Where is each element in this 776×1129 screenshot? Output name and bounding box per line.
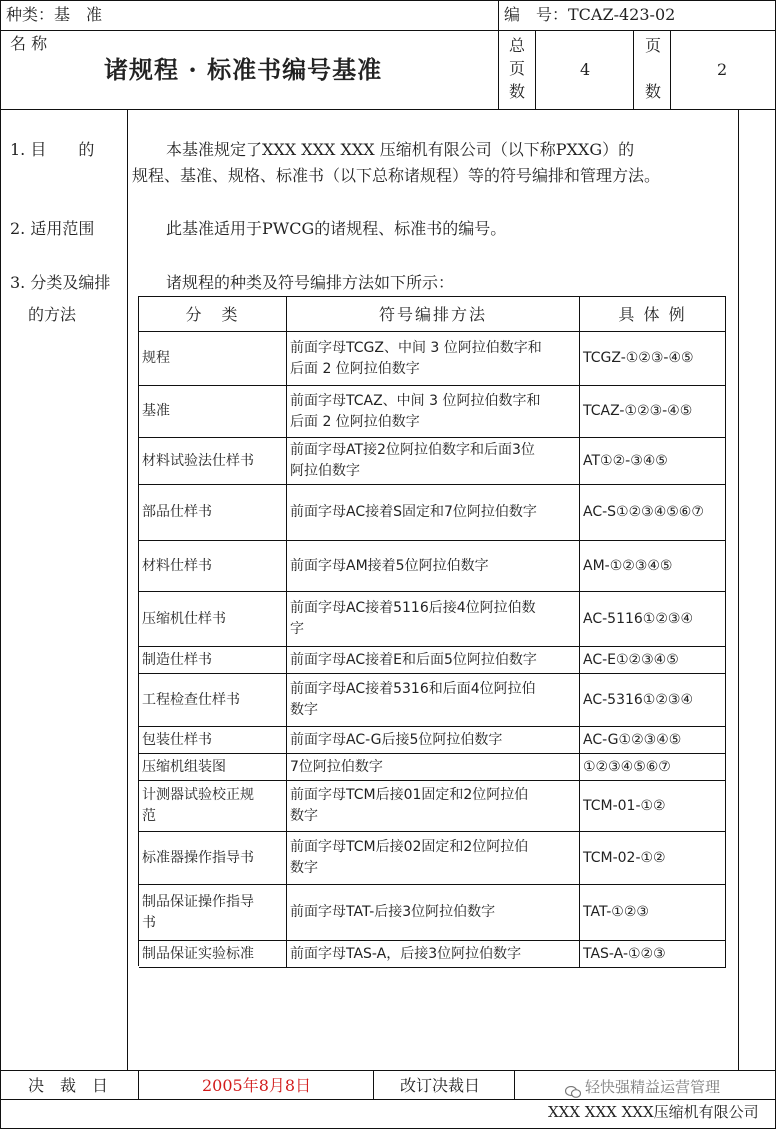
table-cell-category-text (142, 730, 212, 751)
table-cell-category (139, 754, 287, 781)
table-cell-category-line: 制品保证操作指导 (142, 893, 254, 910)
table-cell-category-text (142, 451, 254, 472)
table-cell-method-text (290, 391, 540, 433)
table-cell-category-text (142, 609, 226, 630)
table-cell-method-line: 前面字母TAT-后接3位阿拉伯数字 (290, 904, 496, 920)
table-cell-example-line: TAS-A-①②③ (583, 945, 666, 962)
table-header-category-text (185, 304, 239, 325)
document-number: 编 号：TCAZ-423-02 (504, 5, 676, 24)
table-cell-category-line: 材料仕样书 (142, 557, 212, 574)
total-pages-label-3: 数 (509, 82, 526, 101)
table-cell-example (580, 592, 726, 647)
table-cell-category (139, 674, 287, 727)
table-cell-example-text (583, 796, 666, 817)
table-cell-category-text (142, 757, 226, 778)
table-cell-example-text (583, 848, 666, 869)
category-label: 种类：基 准 (6, 5, 103, 24)
table-cell-method (287, 647, 580, 674)
table-cell-category-line: 标准器操作指导书 (142, 849, 254, 866)
table-cell-method-line: 前面字母AC接着S固定和7位阿拉伯数字 (290, 504, 537, 520)
table-cell-method-text (290, 556, 489, 577)
table-cell-method (287, 485, 580, 541)
table-cell-category-line: 计测器试验校正规 (142, 787, 254, 803)
table-cell-category-text (142, 348, 170, 369)
table-cell-category-text (142, 944, 254, 965)
table-header-example-text (618, 304, 686, 325)
table-cell-example-text (583, 902, 649, 923)
table-cell-method-line: 字 (290, 621, 304, 637)
table-cell-category (139, 832, 287, 885)
table-cell-example-text (583, 650, 679, 671)
table-cell-method-text (290, 598, 536, 640)
table-cell-method-line: 数字 (290, 860, 318, 876)
table-cell-category-line: 包装仕样书 (142, 731, 212, 748)
table-cell-method-text (290, 730, 502, 751)
table-cell-category-line: 压缩机仕样书 (142, 610, 226, 627)
table-cell-method-line: 前面字母TCAZ、中间 3 位阿拉伯数字和 (290, 392, 541, 409)
table-header-example (580, 297, 726, 332)
table-cell-category-line: 材料试验法仕样书 (142, 452, 254, 469)
table-cell-example-line: TCM-01-①② (583, 797, 666, 814)
page-label-divider (670, 30, 671, 109)
revision-date-label: 改订决裁日 (400, 1076, 481, 1095)
table-cell-example-line: TCAZ-①②③-④⑤ (583, 403, 693, 419)
table-cell-example-text (583, 556, 672, 577)
table-cell-method (287, 332, 580, 386)
table-cell-example-text (583, 502, 704, 523)
table-cell-category-text (142, 848, 254, 869)
total-pages-label-1: 总 (509, 36, 526, 55)
table-cell-category (139, 885, 287, 941)
table-cell-method-line: 前面字母AC-G后接5位阿拉伯数字 (290, 731, 503, 748)
table-cell-method (287, 885, 580, 941)
table-cell-method (287, 438, 580, 485)
table-cell-method-line: 前面字母TCGZ、中间 3 位阿拉伯数字和 (290, 339, 542, 356)
table-cell-category (139, 438, 287, 485)
table-cell-method-text (290, 338, 542, 380)
table-cell-method-line: 前面字母AC接着5316和后面4位阿拉伯 (290, 681, 536, 697)
table-header-category (139, 297, 287, 332)
table-cell-example-text (583, 401, 692, 422)
table-cell-category (139, 727, 287, 754)
total-pages-value: 4 (580, 60, 591, 79)
section-purpose-text-2: 规程、基准、规格、标准书（以下总称诸规程）等的符号编排和管理方法。 (132, 166, 661, 185)
page-value-divider (633, 30, 634, 109)
table-cell-method-text (290, 679, 536, 721)
page-value: 2 (717, 60, 728, 79)
table-cell-method (287, 592, 580, 647)
table-cell-category-line: 部品仕样书 (142, 504, 212, 520)
table-cell-category (139, 541, 287, 592)
table-cell-example-line: AC-G①②③④⑤ (583, 731, 682, 748)
table-cell-method-line: 前面字母AT接2位阿拉伯数字和后面3位 (290, 442, 535, 458)
body-left-divider (127, 109, 128, 1070)
table-cell-example (580, 541, 726, 592)
table-header-method (287, 297, 580, 332)
wechat-icon (565, 1083, 581, 1095)
table-cell-category-text (142, 785, 254, 827)
table-cell-category-text (142, 401, 170, 422)
table-cell-example-line: AC-5316①②③④ (583, 691, 693, 708)
table-cell-example (580, 885, 726, 941)
table-cell-method (287, 754, 580, 781)
table-cell-method-line: 7位阿拉伯数字 (290, 758, 383, 775)
table-cell-method-text (290, 440, 535, 482)
section-method-label-2: 的方法 (28, 305, 77, 324)
body-right-divider (738, 109, 739, 1070)
table-cell-method (287, 386, 580, 438)
table-cell-method-line: 前面字母AC接着E和后面5位阿拉伯数字 (290, 651, 537, 668)
table-cell-method-line: 前面字母AC接着5116后接4位阿拉伯数 (290, 600, 536, 616)
table-header-example-line: 具 体 例 (618, 304, 687, 324)
table-cell-example-line: ①②③④⑤⑥⑦ (583, 758, 671, 775)
table-cell-example (580, 674, 726, 727)
table-cell-example (580, 438, 726, 485)
footer-top-divider (0, 1070, 776, 1071)
footer-divider-1 (138, 1070, 139, 1099)
table-cell-category-line: 范 (142, 808, 156, 824)
table-cell-example (580, 647, 726, 674)
table-cell-example (580, 832, 726, 885)
table-header-method-line: 符号编排方法 (378, 304, 487, 324)
table-cell-method-line: 前面字母TCM后接01固定和2位阿拉伯 (290, 787, 529, 803)
table-cell-example-line: TCGZ-①②③-④⑤ (583, 350, 694, 366)
footer-mid-divider (0, 1099, 776, 1100)
table-cell-method (287, 941, 580, 968)
table-cell-example-text (583, 757, 671, 778)
table-cell-method-text (290, 650, 537, 671)
table-cell-category-text (142, 556, 212, 577)
table-cell-method-line: 后面 2 位阿拉伯数字 (290, 360, 420, 377)
total-pages-label-2: 页 (509, 59, 526, 78)
table-cell-category-line: 工程检查仕样书 (142, 691, 240, 708)
table-cell-example-text (583, 451, 668, 472)
table-cell-example-text (583, 944, 666, 965)
table-cell-method (287, 541, 580, 592)
table-cell-category-line: 制造仕样书 (142, 651, 212, 668)
table-cell-example-line: TCM-02-①② (583, 849, 666, 866)
decision-date-value: 2005年8月8日 (202, 1076, 312, 1095)
section-scope-text: 此基准适用于PWCG的诸规程、标准书的编号。 (166, 219, 507, 238)
table-cell-category-line: 制品保证实验标准 (142, 945, 254, 962)
table-cell-category (139, 592, 287, 647)
table-cell-example-text (583, 730, 681, 751)
section-purpose-label: 1. 目 的 (10, 140, 95, 159)
header-vertical-divider (498, 0, 499, 109)
section-purpose-text-1: 本基准规定了XXX XXX XXX 压缩机有限公司（以下称PXXG）的 (166, 140, 635, 159)
table-cell-category-line: 压缩机组装图 (142, 758, 226, 775)
table-cell-category-text (142, 690, 240, 711)
table-header-method-text (379, 304, 487, 325)
table-cell-category-line: 规程 (142, 350, 170, 366)
table-cell-example-text (583, 609, 693, 630)
table-cell-method (287, 727, 580, 754)
table-cell-example-line: TAT-①②③ (583, 904, 649, 920)
table-header-category-line: 分 类 (185, 304, 240, 324)
table-cell-method-line: 前面字母TCM后接02固定和2位阿拉伯 (290, 839, 529, 855)
table-cell-example-line: AC-E①②③④⑤ (583, 651, 679, 668)
company-name: XXX XXX XXX压缩机有限公司 (548, 1103, 759, 1121)
table-cell-example-line: AC-5116①②③④ (583, 610, 693, 627)
name-label: 名 称 (10, 34, 48, 53)
table-cell-example (580, 754, 726, 781)
total-pages-divider (535, 30, 536, 109)
section-scope-label: 2. 适用范围 (10, 219, 95, 238)
table-cell-method-text (290, 785, 528, 827)
table-cell-category-line: 书 (142, 914, 156, 931)
table-cell-category-line: 基准 (142, 403, 170, 419)
header-row-divider (0, 30, 776, 31)
table-cell-example-line: AC-S①②③④⑤⑥⑦ (583, 504, 704, 520)
page-label-1: 页 (645, 36, 662, 55)
table-cell-category-text (142, 892, 254, 934)
table-cell-method-text (290, 757, 383, 778)
table-cell-method-text (290, 944, 521, 965)
table-cell-method-line: 前面字母AM接着5位阿拉伯数字 (290, 557, 489, 574)
table-cell-method (287, 832, 580, 885)
table-cell-example-line: AM-①②③④⑤ (583, 557, 673, 574)
table-cell-category-text (142, 650, 212, 671)
table-cell-method-line: 数字 (290, 808, 318, 824)
section-method-label-1: 3. 分类及编排 (10, 273, 111, 292)
section-method-text: 诸规程的种类及符号编排方法如下所示： (166, 273, 455, 292)
table-cell-example (580, 332, 726, 386)
table-cell-category (139, 941, 287, 968)
table-cell-method-text (290, 837, 528, 879)
table-cell-method (287, 674, 580, 727)
footer-divider-2 (373, 1070, 374, 1099)
table-cell-example (580, 781, 726, 832)
table-cell-method-text (290, 902, 495, 923)
table-cell-method-line: 数字 (290, 702, 318, 718)
page-title: 诸规程 · 标准书编号基准 (104, 55, 383, 84)
table-cell-category (139, 332, 287, 386)
header-bottom-divider (0, 109, 776, 110)
table-cell-category-text (142, 502, 212, 523)
table-cell-category (139, 386, 287, 438)
table-cell-example-text (583, 690, 693, 711)
table-cell-category (139, 647, 287, 674)
table-cell-example (580, 485, 726, 541)
table-cell-example (580, 941, 726, 968)
table-cell-example-line: AT①②-③④⑤ (583, 452, 668, 469)
numbering-table (138, 296, 726, 966)
table-cell-method-line: 后面 2 位阿拉伯数字 (290, 413, 420, 430)
table-cell-method-line: 阿拉伯数字 (290, 463, 360, 479)
decision-date-label: 决 裁 日 (28, 1076, 109, 1095)
table-cell-example (580, 386, 726, 438)
table-cell-example-text (583, 348, 694, 369)
watermark-text: 轻快强精益运营管理 (585, 1078, 721, 1096)
table-cell-category (139, 781, 287, 832)
table-cell-method-line: 前面字母TAS-A，后接3位阿拉伯数字 (290, 945, 522, 962)
table-cell-method-text (290, 502, 537, 523)
table-cell-example (580, 727, 726, 754)
page-label-2: 数 (645, 82, 662, 101)
footer-divider-3 (514, 1070, 515, 1099)
table-cell-category (139, 485, 287, 541)
table-cell-method (287, 781, 580, 832)
